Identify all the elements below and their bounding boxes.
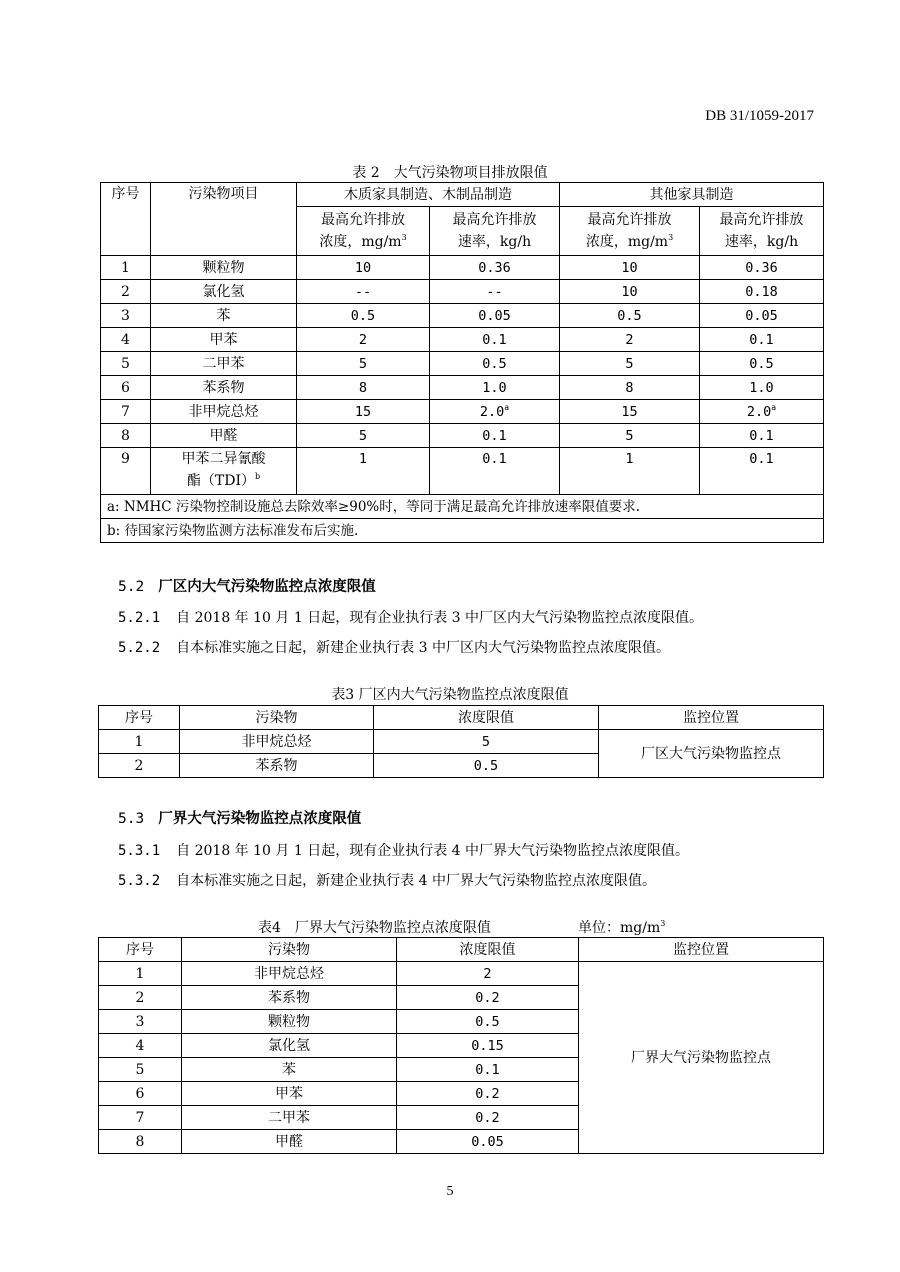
table4-unit: 单位：$mg/m^3$ xyxy=(578,919,666,936)
table-row: 3 苯 0.5 0.05 0.5 0.05 xyxy=(101,304,824,328)
table-row: 8 甲醛 5 0.1 5 0.1 xyxy=(101,424,824,448)
table4-header-pollutant: 污染物 xyxy=(182,938,397,962)
table-row: 1 非甲烷总烃 2 厂界大气污染物监控点 xyxy=(99,962,824,986)
table3 xyxy=(98,705,824,778)
table-row: 7 非甲烷总烃 15 2.0$^a$ 15 2.0$^a$ xyxy=(101,400,824,424)
table-row: 5 二甲苯 5 0.5 5 0.5 xyxy=(101,352,824,376)
table3-header-no: 序号 xyxy=(99,706,180,730)
section-5-2-heading: 5.2 厂区内大气污染物监控点浓度限值 xyxy=(118,578,376,595)
section-5-3-heading: 5.3 厂界大气污染物监控点浓度限值 xyxy=(118,810,362,827)
table2-caption: 表 2 大气污染物项目排放限值 xyxy=(352,165,548,181)
table3-header-limit: 浓度限值 xyxy=(374,706,599,730)
table2 xyxy=(100,182,824,543)
table-row: 7 二甲苯 0.2 xyxy=(99,1106,824,1130)
table-row: 6 甲苯 0.2 xyxy=(99,1082,824,1106)
paragraph-5-2-2: 5.2.2 自本标准实施之日起，新建企业执行表 3 中厂区内大气污染物监控点浓度限值。 xyxy=(118,640,670,656)
paragraph-5-3-1: 5.3.1 自 2018 年 10 月 1 日起，现有企业执行表 4 中厂界大气污染物监控点浓度限值。 xyxy=(118,843,690,859)
table3-location: 厂区大气污染物监控点 xyxy=(599,730,824,778)
table2-note-b: b: 待国家污染物监测方法标准发布后实施. xyxy=(101,519,824,543)
table2-group-other: 其他家具制造 xyxy=(560,183,824,207)
table-row: 4 氯化氢 0.15 xyxy=(99,1034,824,1058)
table-row: 1 非甲烷总烃 5 厂区大气污染物监控点 xyxy=(99,730,824,754)
paragraph-5-3-2: 5.3.2 自本标准实施之日起，新建企业执行表 4 中厂界大气污染物监控点浓度限值。 xyxy=(118,873,656,889)
table4-header-limit: 浓度限值 xyxy=(397,938,579,962)
table-row: 1 颗粒物 10 0.36 10 0.36 xyxy=(101,256,824,280)
table3-caption: 表3 厂区内大气污染物监控点浓度限值 xyxy=(331,687,569,703)
table2-header-item: 污染物项目 xyxy=(151,183,297,256)
table4-header-location: 监控位置 xyxy=(579,938,824,962)
table2-subheader-rate-1: 最高允许排放 速率，kg/h xyxy=(430,207,560,256)
page-number: 5 xyxy=(446,1184,454,1199)
document-code: DB 31/1059-2017 xyxy=(705,108,814,124)
table-row: 2 苯系物 0.2 xyxy=(99,986,824,1010)
table3-header-location: 监控位置 xyxy=(599,706,824,730)
table-row: 3 颗粒物 0.5 xyxy=(99,1010,824,1034)
table-row: 2 苯系物 0.5 xyxy=(99,754,824,778)
table2-note-a: a: NMHC 污染物控制设施总去除效率≥90%时，等同于满足最高允许排放速率限值要求. xyxy=(101,495,824,519)
table2-group-wood: 木质家具制造、木制品制造 xyxy=(297,183,560,207)
table2-subheader-rate-2: 最高允许排放 速率，kg/h xyxy=(700,207,824,256)
table2-subheader-conc-2: 最高允许排放 浓度，$mg/m^3$ xyxy=(560,207,700,256)
paragraph-5-2-1: 5.2.1 自 2018 年 10 月 1 日起，现有企业执行表 3 中厂区内大气污染物监控点浓度限值。 xyxy=(118,610,704,626)
table4-caption: 表4 厂界大气污染物监控点浓度限值 xyxy=(258,920,491,936)
table2-subheader-conc-1: 最高允许排放 浓度，$mg/m^3$ xyxy=(297,207,430,256)
table3-header-pollutant: 污染物 xyxy=(180,706,374,730)
table-row: 8 甲醛 0.05 xyxy=(99,1130,824,1154)
table-row: 6 苯系物 8 1.0 8 1.0 xyxy=(101,376,824,400)
table-row: 5 苯 0.1 xyxy=(99,1058,824,1082)
table-row: 9 甲苯二异氰酸 酯（TDI）$^b$ 1 0.1 1 0.1 xyxy=(101,448,824,495)
table-row: 4 甲苯 2 0.1 2 0.1 xyxy=(101,328,824,352)
table4 xyxy=(98,937,824,1154)
table2-header-no: 序号 xyxy=(101,183,151,256)
table4-location: 厂界大气污染物监控点 xyxy=(579,962,824,1154)
table4-header-no: 序号 xyxy=(99,938,182,962)
table-row: 2 氯化氢 -- -- 10 0.18 xyxy=(101,280,824,304)
